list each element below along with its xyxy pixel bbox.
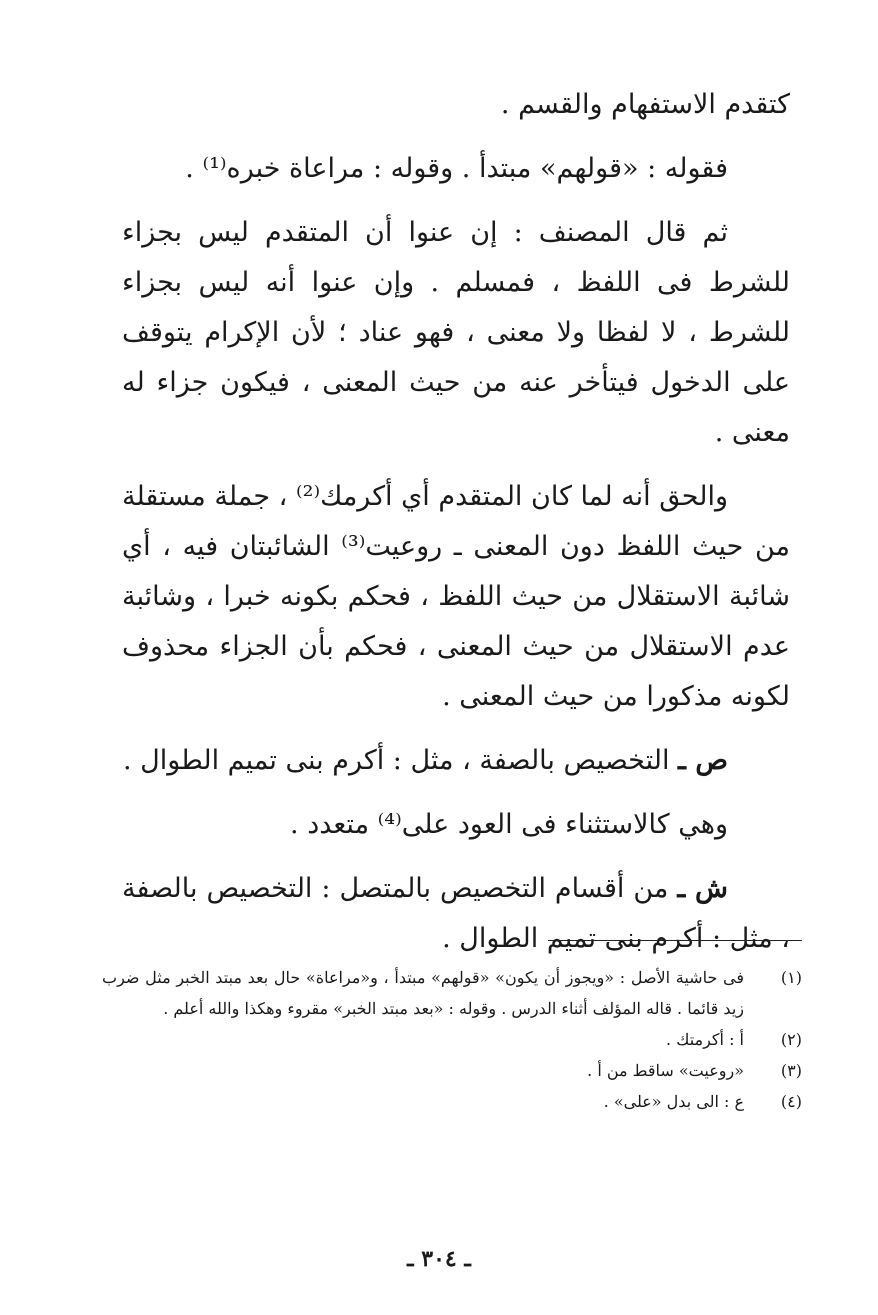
- footnote-text: فى حاشية الأصل : «ويجوز أن يكون» «قولهم» مبتدأ ، و«مراعاة» حال بعد مبتد الخبر مثل ضرب زيد قائما . قاله المؤلف أثناء الدرس . وقوله : «بعد مبتد الخبر» مقروء وهكذا والله أعلم .: [102, 968, 744, 1018]
- main-text: [122, 80, 790, 964]
- footnote-number: (٤): [780, 1092, 802, 1111]
- section-label-sad: ص ـ: [678, 745, 728, 776]
- section-label-shin: ش ـ: [677, 873, 728, 904]
- footnote-2: [102, 1024, 802, 1055]
- footnote-text: ع : الى بدل «على» .: [603, 1092, 744, 1111]
- footnote-number: (١): [780, 968, 802, 987]
- paragraph-5: [122, 736, 790, 786]
- paragraph-5-text: التخصيص بالصفة ، مثل : أكرم بنى تميم الطوال .: [122, 745, 670, 776]
- footnote-separator: [548, 940, 802, 941]
- footnote-number: (٣): [780, 1061, 802, 1080]
- paragraph-4: والحق أنه لما كان المتقدم أي أكرمك⁽²⁾ ، جملة مستقلة من حيث اللفظ دون المعنى ـ روعيت⁽³⁾ الشائبتان فيه ، أي شائبة الاستقلال من حيث اللفظ ، فحكم بكونه خبرا ، وشائبة عدم الاستقلال من حيث المعنى ، فحكم بأن الجزاء محذوف لكونه مذكورا من حيث المعنى .: [122, 481, 790, 712]
- paragraph-3: ثم قال المصنف : إن عنوا أن المتقدم ليس بجزاء للشرط فى اللفظ ، فمسلم . وإن عنوا أنه ليس بجزاء للشرط ، لا لفظا ولا معنى ، فهو عناد ؛ لأن الإكرام يتوقف على الدخول فيتأخر عنه من حيث المعنى ، فيكون جزاء له معنى .: [122, 217, 790, 448]
- footnote-number: (٢): [780, 1030, 802, 1049]
- paragraph-6: وهي كالاستثناء فى العود على⁽⁴⁾ متعدد .: [290, 809, 728, 840]
- footnote-1: [102, 962, 802, 1024]
- page-number: ـ ٣٠٤ ـ: [407, 1246, 471, 1272]
- footnote-text: أ : أكرمتك .: [666, 1030, 744, 1049]
- footnotes: [102, 962, 802, 1117]
- paragraph-7-text: من أقسام التخصيص بالمتصل : التخصيص بالصفة ، مثل : أكرم بنى تميم الطوال .: [122, 873, 790, 954]
- footnote-4: [102, 1086, 802, 1117]
- paragraph-2: فقوله : «قولهم» مبتدأ . وقوله : مراعاة خبره⁽¹⁾ .: [185, 153, 728, 184]
- footnote-text: «روعيت» ساقط من أ .: [587, 1061, 744, 1080]
- paragraph-7: [122, 864, 790, 964]
- footnote-3: [102, 1055, 802, 1086]
- paragraph-1: كتقدم الاستفهام والقسم .: [500, 89, 790, 120]
